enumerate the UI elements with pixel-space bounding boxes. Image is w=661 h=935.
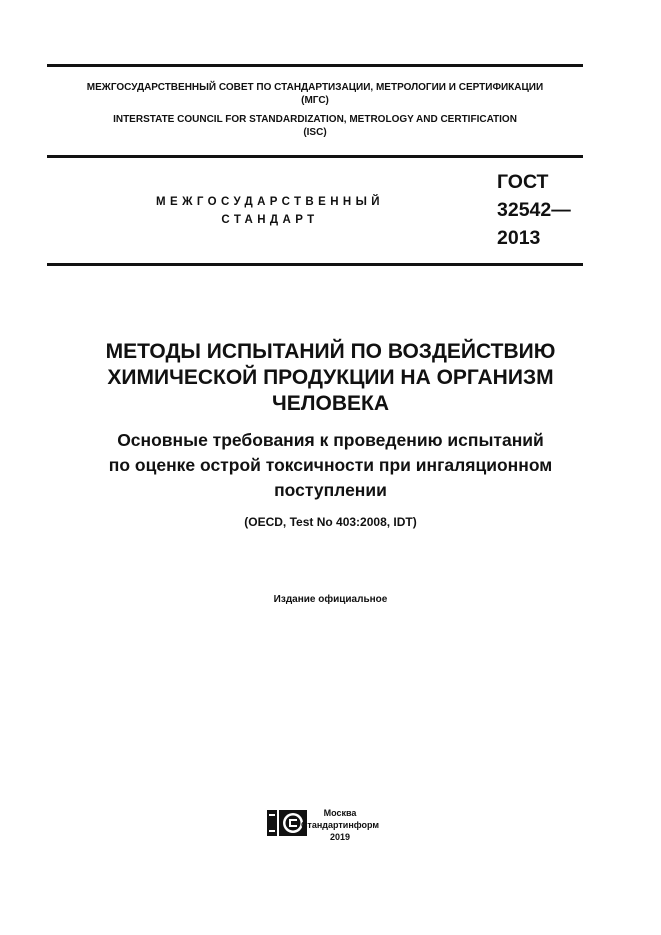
council-ru-line1: МЕЖГОСУДАРСТВЕННЫЙ СОВЕТ ПО СТАНДАРТИЗАЦИИ, МЕТРОЛОГИИ И СЕРТИФИКАЦИИ (86, 82, 544, 93)
bottom-rule (47, 263, 583, 266)
publisher-name: Стандартинформ (300, 820, 380, 830)
edition-label: Издание официальное (273, 594, 388, 605)
publisher-city: Москва (323, 808, 357, 818)
subtitle-line1: Основные требования к проведению испытаний (117, 430, 544, 450)
gost-number: 32542— (497, 199, 571, 221)
middle-rule (47, 155, 583, 158)
council-en-line2: (ISC) (303, 127, 327, 138)
standard-type-line1: МЕЖГОСУДАРСТВЕННЫЙ (156, 196, 384, 208)
subtitle-line3: поступлении (274, 480, 387, 500)
council-ru-line2: (МГС) (301, 95, 329, 106)
gost-year: 2013 (497, 227, 541, 249)
title-line1: МЕТОДЫ ИСПЫТАНИЙ ПО ВОЗДЕЙСТВИЮ (105, 340, 556, 363)
top-rule (47, 64, 583, 67)
council-en-line1: INTERSTATE COUNCIL FOR STANDARDIZATION, METROLOGY AND CERTIFICATION (113, 114, 517, 125)
gost-label: ГОСТ (497, 171, 549, 193)
reference: (OECD, Test No 403:2008, IDT) (244, 515, 417, 529)
subtitle-line2: по оценке острой токсичности при ингаляционном (108, 455, 553, 475)
publisher-year: 2019 (329, 832, 351, 842)
title-line3: ЧЕЛОВЕКА (272, 392, 389, 415)
title-line2: ХИМИЧЕСКОЙ ПРОДУКЦИИ НА ОРГАНИЗМ (107, 366, 554, 389)
standard-type-line2: СТАНДАРТ (221, 214, 319, 226)
